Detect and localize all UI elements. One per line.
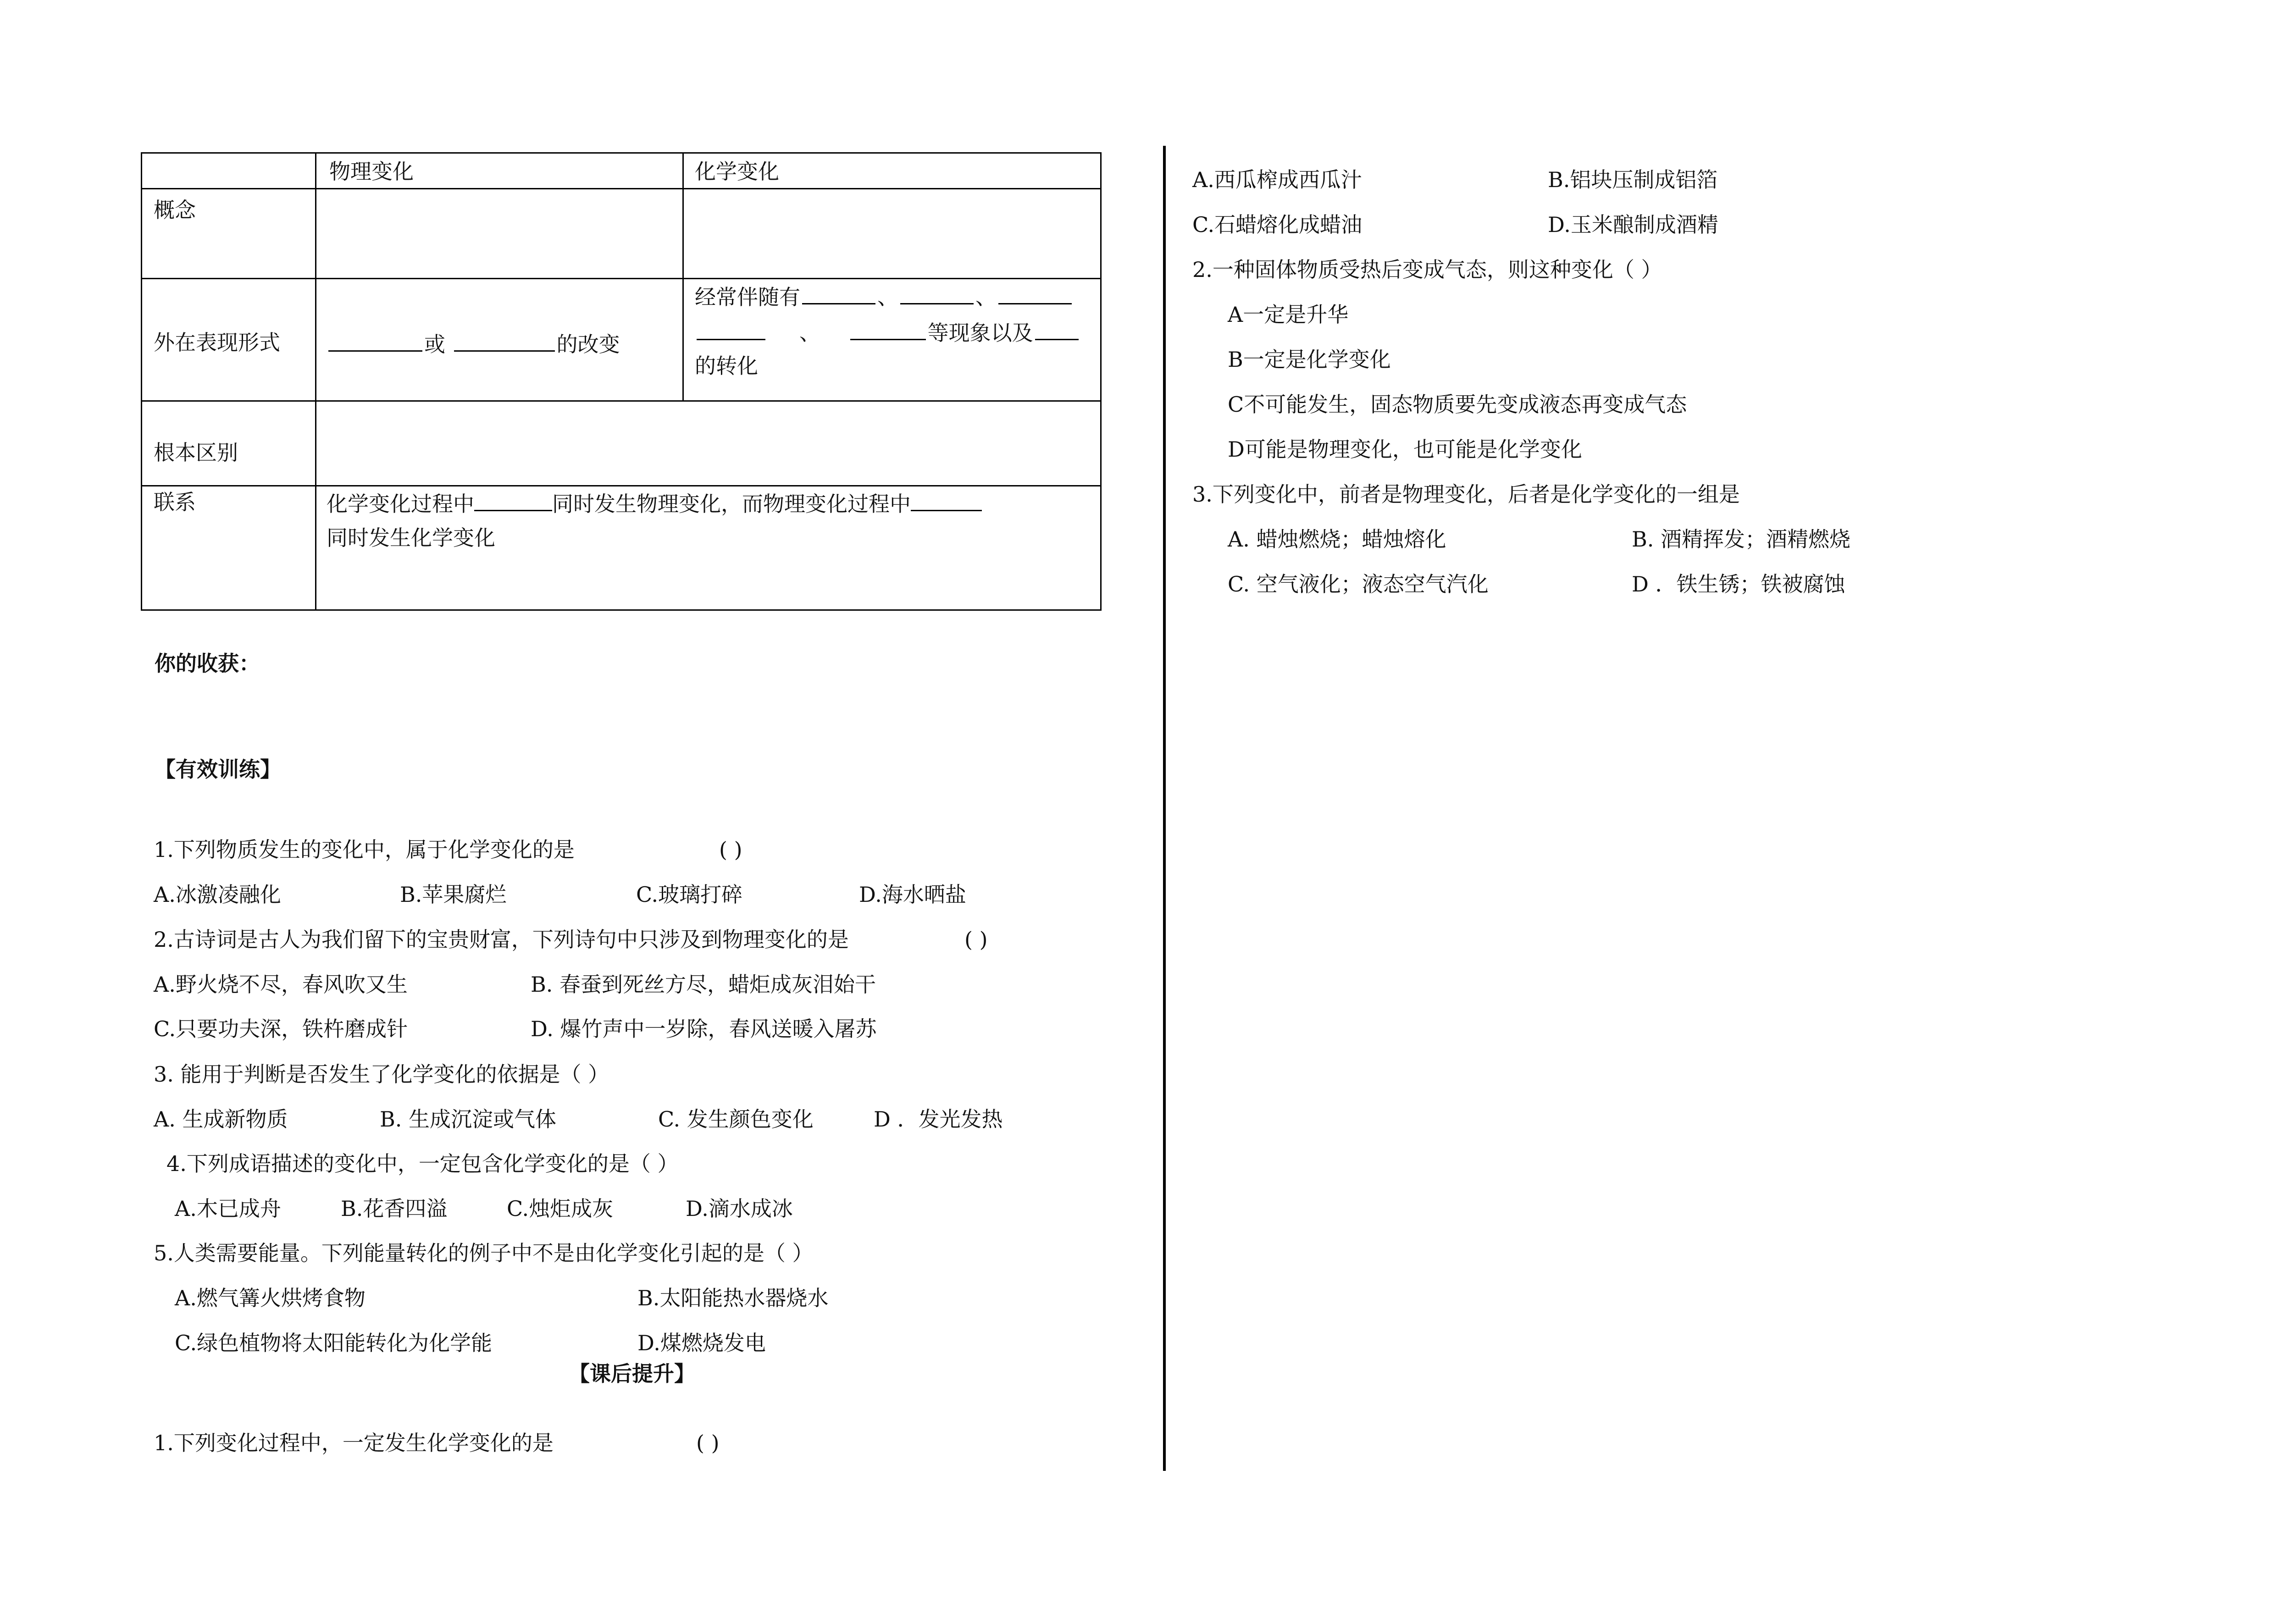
option-a: A.木已成舟 — [175, 1196, 281, 1221]
appearance-chemical-line1 — [695, 283, 1098, 310]
answer-paren[interactable]: ( ) — [719, 837, 742, 862]
harvest-label: 你的收获： — [155, 651, 260, 676]
fill-blank[interactable] — [454, 330, 555, 352]
question-3-stem: 3. 能用于判断是否发生了化学变化的依据是（ ） — [154, 1062, 609, 1087]
option-d: D.玉米酿制成酒精 — [1548, 212, 1718, 237]
fill-blank[interactable] — [900, 283, 974, 304]
appearance-physical — [327, 330, 620, 357]
text-relation-1: 化学变化过程中 — [327, 492, 474, 516]
option-b: B. 生成沉淀或气体 — [380, 1107, 557, 1132]
section-title-training: 【有效训练】 — [155, 757, 281, 782]
text-change: 的改变 — [556, 332, 620, 357]
option-b: B. 酒精挥发；酒精燃烧 — [1632, 527, 1851, 552]
header-chemical-change: 化学变化 — [695, 159, 779, 184]
table-rule — [142, 278, 1100, 279]
fill-blank[interactable] — [802, 283, 875, 304]
appearance-chemical-line2 — [695, 319, 1080, 346]
option-a: A.冰激凌融化 — [154, 882, 281, 907]
text-or: 或 — [424, 332, 445, 357]
fill-blank[interactable] — [998, 283, 1072, 304]
row-label-relation: 联系 — [154, 490, 196, 514]
text-sep: 、 — [975, 285, 997, 309]
text-sep: 、 — [877, 285, 898, 309]
column-divider — [1163, 146, 1166, 1471]
option-d: D.滴水成冰 — [686, 1196, 793, 1221]
section-title-after-class: 【课后提升】 — [569, 1361, 695, 1386]
option-b: B.花香四溢 — [341, 1196, 448, 1221]
fill-blank[interactable] — [1035, 319, 1079, 340]
question-3-stem: 3.下列变化中，前者是物理变化，后者是化学变化的一组是 — [1192, 482, 1740, 507]
option-d: D可能是物理变化，也可能是化学变化 — [1228, 437, 1582, 462]
answer-paren[interactable]: ( ) — [696, 1431, 720, 1455]
text-sep: 、 — [799, 320, 820, 345]
option-c: C.绿色植物将太阳能转化为化学能 — [175, 1331, 493, 1355]
text-accompanied: 经常伴随有 — [695, 285, 800, 309]
question-4-stem: 4.下列成语描述的变化中，一定包含化学变化的是（ ） — [166, 1151, 679, 1176]
option-b: B一定是化学变化 — [1228, 347, 1391, 372]
appearance-chemical-line3: 的转化 — [695, 354, 758, 378]
option-c: C. 空气液化；液态空气汽化 — [1228, 572, 1489, 597]
option-b: B.苹果腐烂 — [400, 882, 507, 907]
option-a: A. 蜡烛燃烧；蜡烛熔化 — [1228, 527, 1446, 552]
option-c: C.石蜡熔化成蜡油 — [1192, 212, 1363, 237]
row-label-difference: 根本区别 — [154, 440, 238, 465]
option-d: D.海水晒盐 — [859, 882, 966, 907]
answer-paren[interactable]: ( ) — [964, 927, 988, 952]
table-rule — [315, 154, 316, 609]
table-rule — [142, 400, 1100, 402]
question-1-stem: 1.下列物质发生的变化中，属于化学变化的是 — [154, 837, 575, 862]
fill-blank[interactable] — [474, 490, 552, 511]
option-a: A. 生成新物质 — [154, 1107, 288, 1132]
option-a: A一定是升华 — [1228, 302, 1349, 327]
option-a: A.西瓜榨成西瓜汁 — [1192, 167, 1362, 192]
fill-blank[interactable] — [850, 319, 926, 340]
relation-line2: 同时发生化学变化 — [327, 525, 495, 550]
table-rule — [142, 188, 1100, 189]
option-d: D. 爆竹声中一岁除，春风送暖入屠苏 — [531, 1016, 877, 1041]
option-c: C.烛炬成灰 — [507, 1196, 614, 1221]
option-c: C不可能发生，固态物质要先变成液态再变成气态 — [1228, 392, 1687, 417]
question-2-stem: 2.一种固体物质受热后变成气态，则这种变化（ ） — [1192, 257, 1662, 282]
option-c: C.只要功夫深，铁杵磨成针 — [154, 1016, 408, 1041]
option-c: C. 发生颜色变化 — [658, 1107, 814, 1132]
question-5-stem: 5.人类需要能量。下列能量转化的例子中不是由化学变化引起的是（ ） — [154, 1241, 814, 1265]
header-physical-change: 物理变化 — [329, 159, 414, 184]
option-d: D ．发光发热 — [874, 1107, 1003, 1132]
option-d: D.煤燃烧发电 — [637, 1331, 766, 1355]
option-b: B.铝块压制成铝箔 — [1548, 167, 1718, 192]
text-relation-2: 同时发生物理变化，而物理变化过程中 — [552, 492, 911, 516]
option-a: A.燃气篝火烘烤食物 — [175, 1286, 366, 1310]
option-c: C.玻璃打碎 — [636, 882, 743, 907]
row-label-concept: 概念 — [154, 198, 196, 222]
fill-blank[interactable] — [328, 330, 422, 352]
option-d: D ．铁生锈；铁被腐蚀 — [1632, 572, 1845, 597]
question-1-stem: 1.下列变化过程中，一定发生化学变化的是 — [154, 1431, 554, 1455]
text-phenomena: 等现象以及 — [927, 320, 1033, 345]
table-rule — [142, 485, 1100, 486]
comparison-table — [141, 152, 1102, 611]
question-2-stem: 2.古诗词是古人为我们留下的宝贵财富，下列诗句中只涉及到物理变化的是 — [154, 927, 849, 952]
relation-line1 — [327, 490, 982, 517]
fill-blank[interactable] — [697, 319, 765, 340]
option-a: A.野火烧不尽，春风吹又生 — [154, 972, 408, 997]
table-rule — [682, 154, 684, 400]
option-b: B.太阳能热水器烧水 — [637, 1286, 829, 1310]
row-label-appearance: 外在表现形式 — [154, 330, 280, 355]
option-b: B. 春蚕到死丝方尽，蜡炬成灰泪始干 — [531, 972, 876, 997]
fill-blank[interactable] — [911, 490, 982, 511]
